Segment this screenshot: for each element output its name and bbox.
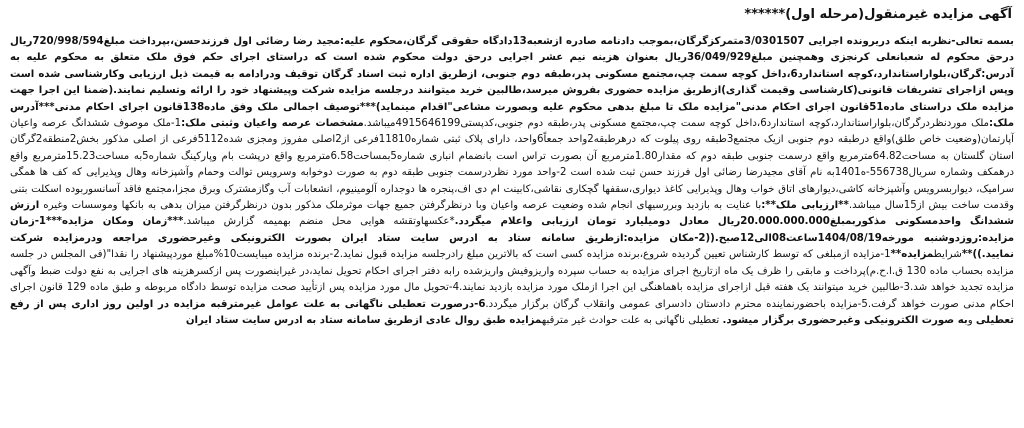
notice-text-segment: شرایط xyxy=(933,249,962,261)
notice-bold-segment: مزایده** xyxy=(890,249,934,261)
notice-bold-segment: مشخصات عرصه واعیان وثبتی ملک: xyxy=(181,118,364,130)
notice-body xyxy=(10,34,1014,329)
notice-text-segment: *عکسهاوتقشه هوایی محل منضم بهمیمه گزارش میباشد. xyxy=(183,216,455,228)
notice-bold-segment: به صورت الکترونیکی وغیرحضوری برگزار میشود. xyxy=(722,314,968,326)
notice-bold-segment: **ارزیابی ملک**: xyxy=(761,200,849,212)
notice-bold-segment: ***زمان ومکان مزایده***1-زمان مزایده:روزدوشنبه مورخه1404/08/19ساعت08الی12صبح.((2-مکان مزایده:ازطریق سامانه ستاد به ادرس سایت ستاد ایران بصورت الکترونیکی وغیرحضوری مراجعه ودرمزایده شرکت نمایید.))** xyxy=(10,216,1014,261)
notice-paragraph xyxy=(10,34,1014,329)
notice-text-segment: و xyxy=(967,314,976,326)
notice-bold-segment: ارزش ششدانگ واحدمسکونی مذکوربمبلغ20.000.000.000ریال معادل دومیلیارد تومان ارزیابی واعلام میگردد. xyxy=(10,200,1014,228)
notice-text-segment: 1-ملک موصوف ششدانگ عرصه واعیان آپارتمان(وضعیت خاص طلق)واقع درطبقه دوم جنوبی ازیک مجتمع3طبقه روی پیلوت که درهرطبقه2واحد جمعاً6واحد، دارای پلاک ثبتی شماره11810فرعی از2اصلی مفروز ومجزی شده5112فرعی از اصلی مذکور بخش2منطقه2گرگان استان گلستان به مساحت64.82مترمربع واقع درسمت جنوبی طبقه دوم که مقدار1.80مترمربع آن بصورت تراس است بانضمام انباری شماره5بمساحت6.58مترمربع واقع درپشت بام وپارکینگ شماره5به مساحت15.23مترمربع واقع درهمکف وشماره سریال556738-ه1401به نام آقای مجیدرضا رضائی اول فرزند حسن ثبت شده است 2-واحد مورد نظردرسمت جنوبی طبقه دوم به صورت دوخوابه وسرویس توالت وحمام وآشپزخانه وهال وپذیرایی که کف ها همگی سرامیک، دیواربسرویس وآشپزخانه کاشی،دیوارهای اتاق خواب وهال وپذیرایی کاغذ دیواری،سقفها گچکاری نقاشی،کابینت ام دی اف،پنجره ها دوجداره آلومینیوم، انشعابات آب وگازمشترک وبرق مجزا،مجتمع فاقد آسانسوربوده اسکلت بتنی وقدمت ساخت بیش از15سال میباشد. xyxy=(10,118,1014,212)
notice-text-segment: 1-مزایده ازمبلغی که توسط کارشناس تعیین گردیده شروع،برنده مزایده کسی است که بالاترین مبلغ رادرجلسه مزایده قبول نماید.2-برنده مزایده میبایست10%مبلغ موردپیشنهاد را نقدا"(فی المجلس در جلسه مزایده بحساب ماده 130 ق.ا.ح.م)پرداخت و مابقی را ظرف یک ماه ازتاریخ اجرای مزایده به حساب سپرده واریزوفیش واریزشده رابه دفتر اجرای احکام تحویل نماید،در غیراینصورت پس ازکسرهزینه های اجرایی به نفع دولت ضبط وآگهی مزایده تجدید خواهد شد.3-طالبین خرید میتوانند یک هفته قبل ازاجرای مزایده باهماهنگی این اجرا ازملک مورد مزایده بازدید نمایند.4-تحویل مال مورد مزایده پس ازتأیید صحت مزایده توسط دادگاه مربوطه و طبق ماده 129 قانون اجرای احکام مدنی صورت خواهد گرفت.5-مزایده باحضورنماینده محترم دادستان دادسرای عمومی وانقلاب گرگان برگزار میگردد. xyxy=(10,249,1014,310)
notice-text-segment: ملک موردنظردرگرگان،بلواراستاندارد،کوچه استاندارد6،داخل کوچه سمت چپ،مجتمع مسکونی پدر،طبقه دوم جنوبی،کدپستی4915646199میباشد. xyxy=(363,118,990,130)
notice-bold-segment: مزایده طبق روال عادی ازطریق سامانه ستاد به ادرس سایت ستاد ایران xyxy=(185,314,542,326)
notice-text-segment: با عنایت به بازدید وبررسیهای انجام شده وضعیت عرصه واعیان وبا درنظرگرفتن جمیع جهات موثرملک مذکور بدون درنظرگرفتن میزان بدهی به بانکها وموسسات وغیره xyxy=(39,200,762,212)
auction-notice xyxy=(4,2,1020,426)
notice-text-segment: تعطیلی ناگهانی به علت حوادث غیر مترقبه xyxy=(541,314,723,326)
notice-title: آگهی مزایده غیرمنقول(مرحله اول)****** xyxy=(744,7,1012,22)
notice-bold-segment: 6-درصورت تعطیلی ناگهانی به علت عوامل غیرمترقبه مزایده در اولین روز اداری پس از رفع تعطیلی xyxy=(10,298,1014,326)
notice-bold-segment: بسمه تعالی-نظربه اینکه دریرونده اجرایی 3/0301507متمرکزگرگان،بموجب دادنامه صادره ازشعبه13دادگاه حقوقی گرگان،محکوم علیه:مجید رضا رضائی اول فرزندحسن،بپرداخت مبلغ720/998/594ریال درحق محکوم له شعبانعلی کرنجزی وهمچنین مبلغ36/049/929ریال بعنوان هزینه نیم عشر اجرایی درحق دولت محکوم شده است که دراستای اجرای حکم فوق ملک متعلق به محکوم علیه به آدرس:گرگان،بلواراستاندارد،کوچه استاندارد6،داخل کوچه سمت چپ،مجتمع مسکونی پدر،طبقه دوم جنوبی، ازطریق اداره ثبت اسناد گرگان توقیف ودرادامه به قیمت ذیل ارزیابی وکارشناسی شده است وپس ازاجرای تشریفات قانونی(کارشناسی وقیمت گذاری)ازطریق مزایده حضوری بفروش میرسد،طالبین خرید میتوانند درجلسه مزایده شرکت وپیشنهاد خود را ارائه وتسلیم نمایند.(ضمنا این اجرا جهت مزایده ملک دراستای ماده51قانون اجرای احکام مدنی"مزایده ملک تا مبلغ بدهی محکوم علیه وبصورت مشاعی"اقدام مینماید)***توصیف اجمالی ملک وفق ماده138قانون اجرای احکام مدنی***آدرس ملک: xyxy=(10,36,1015,130)
